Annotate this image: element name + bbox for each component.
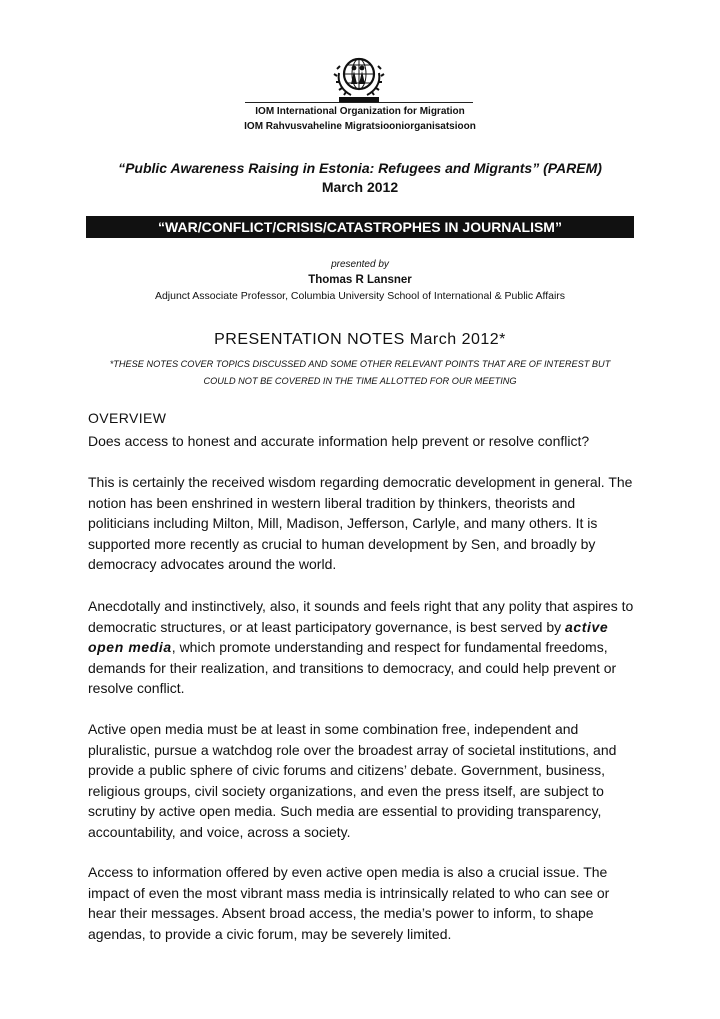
iom-globe-logo-icon [331,51,387,103]
active-open-media-emphasis: active open media [88,618,609,656]
presented-by-label: presented by [331,259,389,270]
paragraph-2: This is certainly the received wisdom regarding democratic development in general. The notion has been enshrined in western liberal tradition by thinkers, theorists and politicians including Milton, Mill, Madison, Jefferson, Carlyle, and many others. It is supported more recently as crucial to human development by Sen, and broadly by democracy advocates around the world. [88,474,633,573]
paragraph-1: Does access to honest and accurate information help prevent or resolve conflict? [88,433,590,449]
topic-banner: “WAR/CONFLICT/CRISIS/CATASTROPHES IN JOURNALISM” [86,216,634,238]
paragraph-4: Active open media must be at least in some combination free, independent and pluralistic, pursue a watchdog role over the broadest array of societal institutions, and provide a public sphere of civic forums and citizens’ debate. Government, business, religious groups, civil society organizations, and even the press itself, are subject to scrutiny by active open media. Such media are essential to providing transparency, accountability, and voice, across a society. [88,721,617,840]
presenter-name: Thomas R Lansner [308,274,412,286]
paragraph-5: Access to information offered by even active open media is also a crucial issue. The impact of even the most vibrant mass media is intrinsically related to who can see or hear their messages. Absent broad access, the media’s power to inform, to shape agendas, to provide a civic forum, may be severely limited. [88,864,610,942]
project-title: “Public Awareness Raising in Estonia: Refugees and Migrants” (PAREM) [118,160,602,176]
header-rule [245,102,473,103]
notes-subtitle-line-2: COULD NOT BE COVERED IN THE TIME ALLOTTED FOR OUR MEETING [203,376,517,386]
presenter-affiliation: Adjunct Associate Professor, Columbia University School of International & Public Affairs [154,290,566,302]
org-name-estonian: IOM Rahvusvaheline Migratsiooniorganisatsioon [244,121,476,132]
overview-heading: OVERVIEW [88,410,167,426]
org-name-english: IOM International Organization for Migration [255,106,465,117]
notes-subtitle-line-1: *THESE NOTES COVER TOPICS DISCUSSED AND SOME OTHER RELEVANT POINTS THAT ARE OF INTEREST BUT [109,359,611,369]
notes-title: PRESENTATION NOTES March 2012* [214,331,506,348]
paragraph-3 [88,596,640,699]
paragraph-3-before: Anecdotally and instinctively, also, it sounds and feels right that any polity that aspires to democratic structures, or at least participatory governance, is best served by [88,598,634,635]
project-date: March 2012 [321,179,399,195]
paragraph-3-after: , which promote understanding and respect for fundamental freedoms, demands for their realization, and transitions to democracy, and could help prevent or resolve conflict. [88,639,617,697]
